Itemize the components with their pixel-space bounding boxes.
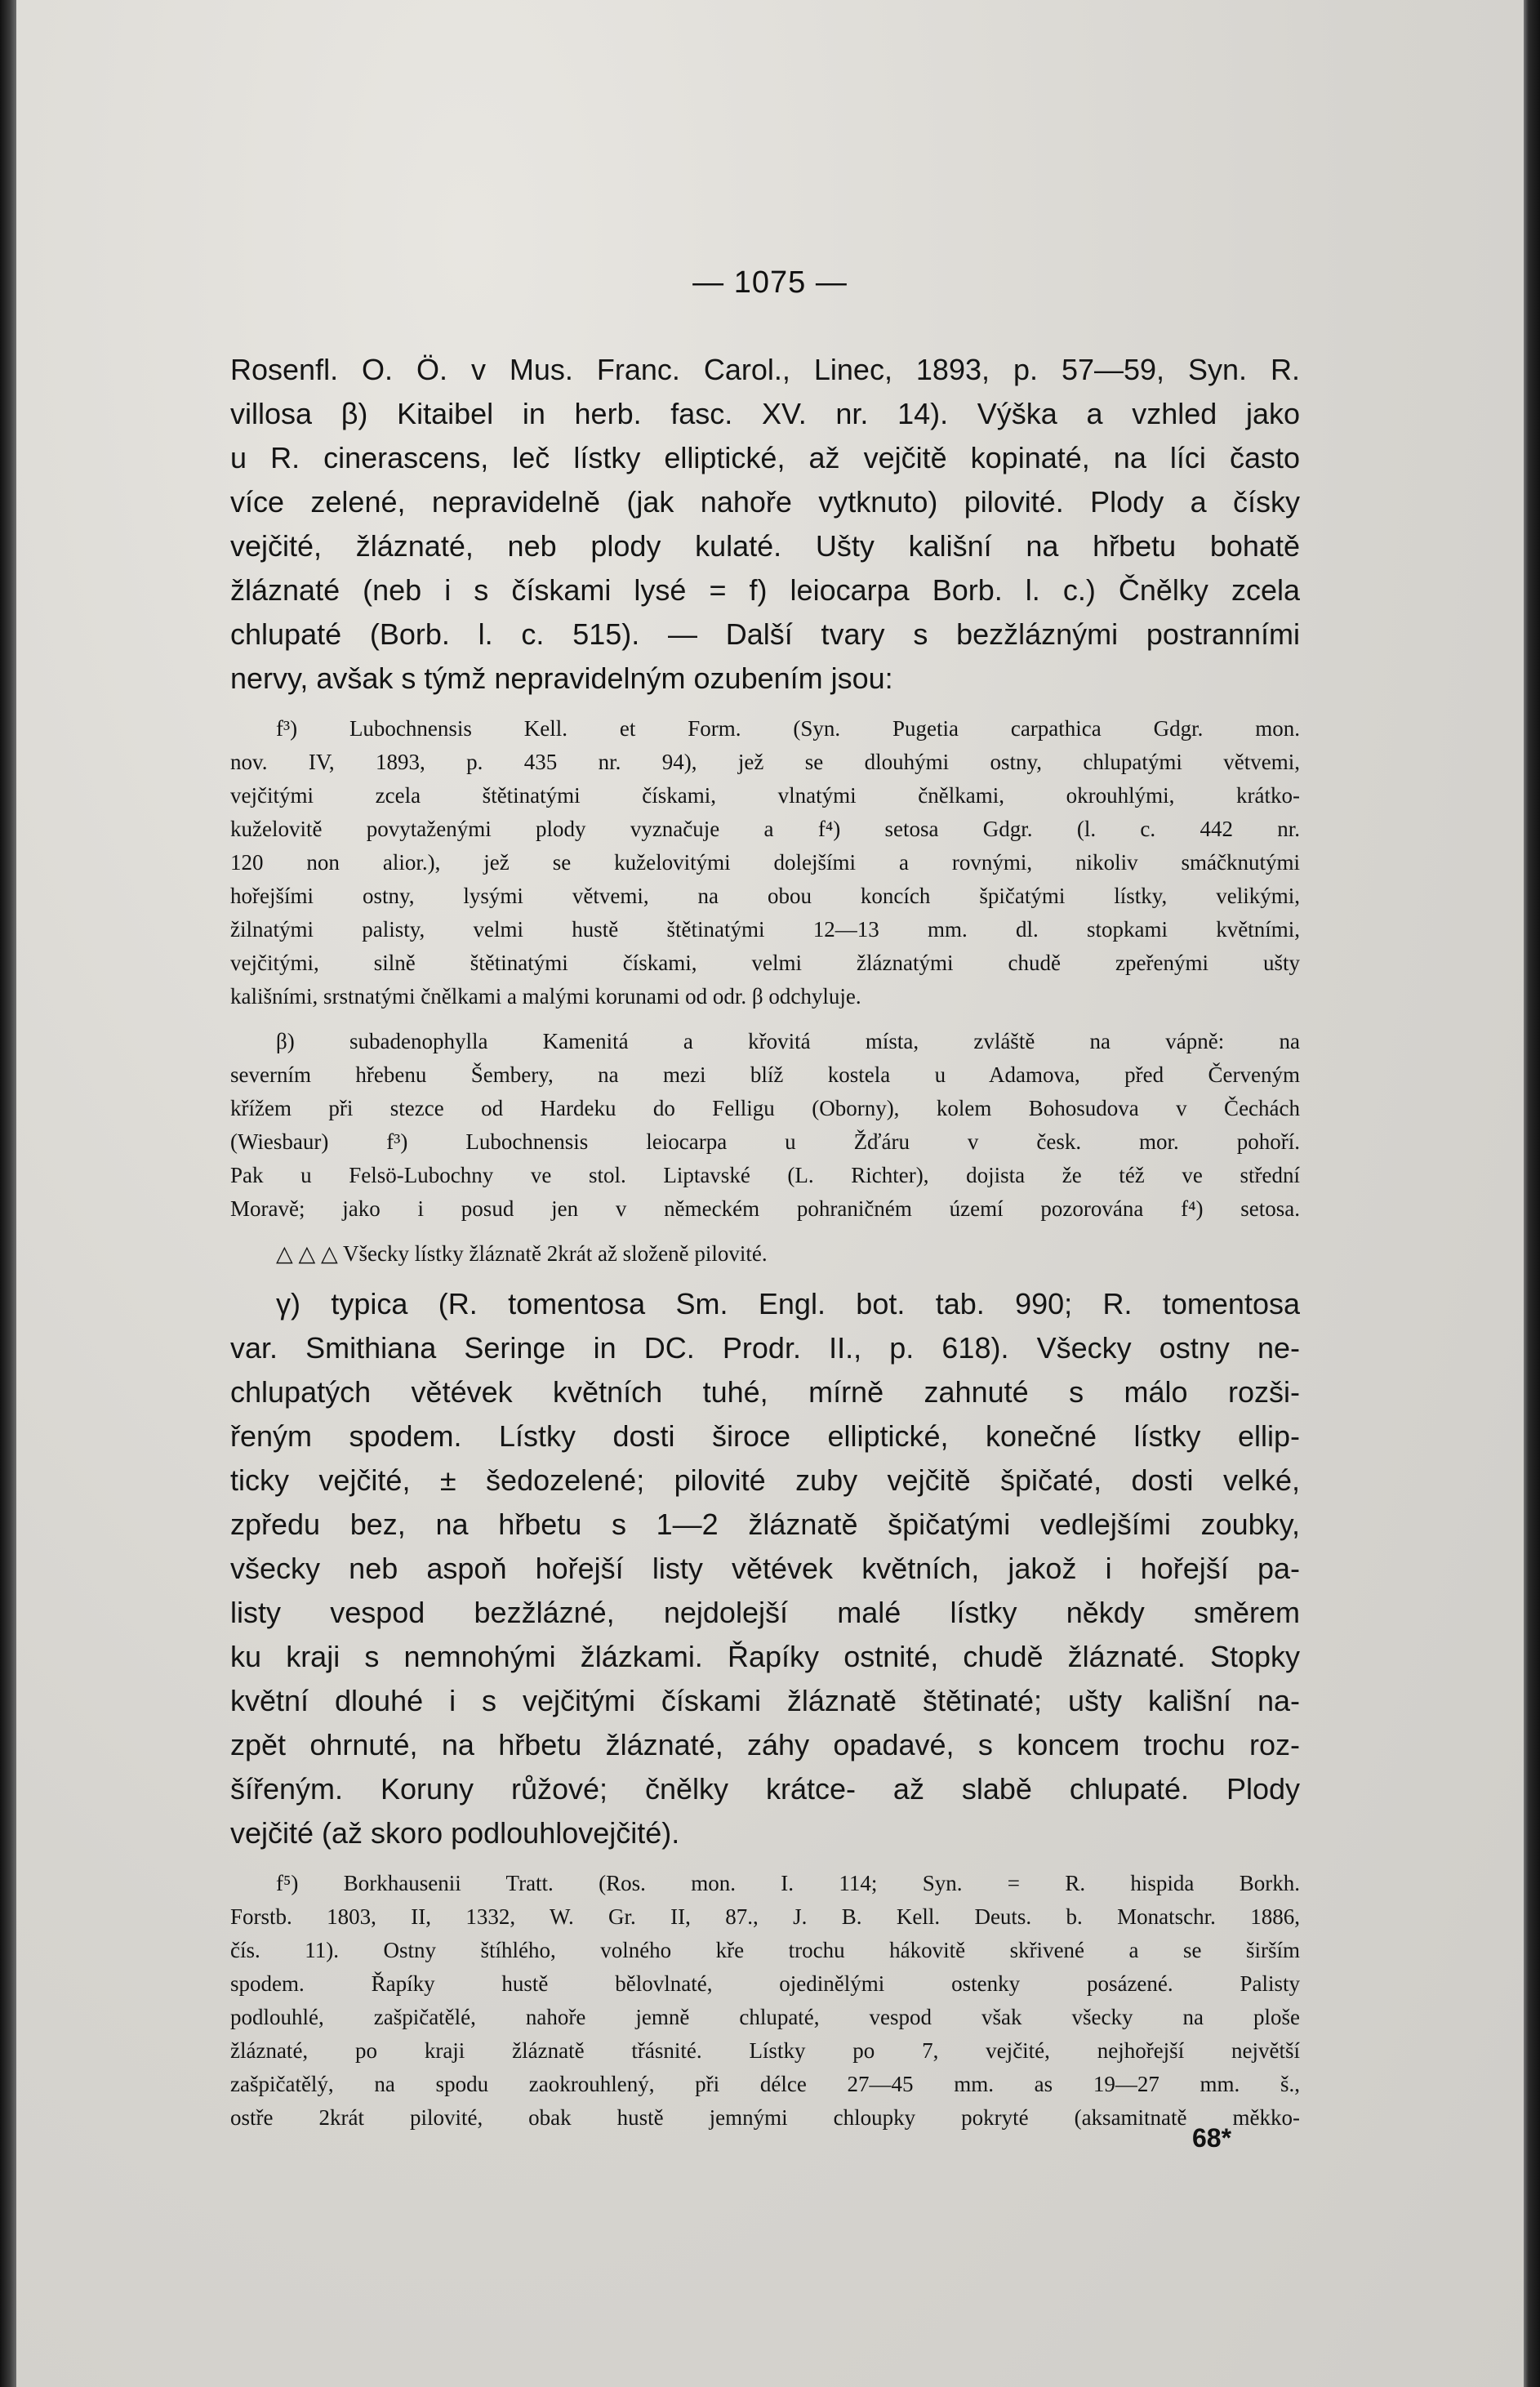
text-line: květní dlouhé i s vejčitými čískami žláznatě štětinaté; ušty kališní na- bbox=[230, 1684, 1300, 1717]
text-line: f⁵) Borkhausenii Tratt. (Ros. mon. I. 114; Syn. = R. hispida Borkh. bbox=[276, 1871, 1300, 1895]
scan-right-edge bbox=[1524, 0, 1540, 2387]
text-line: zpět ohrnuté, na hřbetu žláznaté, záhy opadavé, s koncem trochu roz- bbox=[230, 1728, 1300, 1761]
paragraph-triangles bbox=[230, 1237, 1300, 1271]
text-line: žilnatými palisty, velmi hustě štětinatými 12—13 mm. dl. stopkami květními, bbox=[230, 917, 1300, 942]
text-line: vejčité (až skoro podlouhlovejčité). bbox=[230, 1816, 680, 1850]
text-line: čís. 11). Ostny štíhlého, volného kře trochu hákovitě skřivené a se širším bbox=[230, 1938, 1300, 1962]
page-number: — 1075 — bbox=[692, 265, 848, 300]
text-line: žláznaté, po kraji žláznatě třásnité. Lístky po 7, vejčité, nejhořejší největší bbox=[230, 2038, 1300, 2063]
text-line: u R. cinerascens, leč lístky elliptické, až vejčitě kopinaté, na líci často bbox=[230, 441, 1300, 474]
text-line: villosa β) Kitaibel in herb. fasc. XV. nr. 14). Výška a vzhled jako bbox=[230, 397, 1300, 430]
text-line: hořejšími ostny, lysými větvemi, na obou koncích špičatými lístky, velikými, bbox=[230, 884, 1300, 908]
text-line: podlouhlé, zašpičatělé, nahoře jemně chlupaté, vespod však všecky na ploše bbox=[230, 2005, 1300, 2029]
text-line: chlupaté (Borb. l. c. 515). — Další tvary s bezžláznými postranními bbox=[230, 617, 1300, 651]
text-line: více zelené, nepravidelně (jak nahoře vytknuto) pilovité. Plody a čísky bbox=[230, 485, 1300, 519]
signature-mark: 68* bbox=[1192, 2123, 1232, 2153]
book-page bbox=[16, 0, 1524, 2387]
text-line: Rosenfl. O. Ö. v Mus. Franc. Carol., Linec, 1893, p. 57—59, Syn. R. bbox=[230, 353, 1300, 386]
paragraph-borkhausenii bbox=[230, 1867, 1300, 2135]
text-line: (Wiesbaur) f³) Lubochnensis leiocarpa u Žďáru v česk. mor. pohoří. bbox=[230, 1129, 1300, 1154]
text-line: kuželovitě povytaženými plody vyznačuje a f⁴) setosa Gdgr. (l. c. 442 nr. bbox=[230, 817, 1300, 841]
text-line: listy vespod bezžlázné, nejdolejší malé lístky někdy směrem bbox=[230, 1596, 1300, 1629]
text-line: 120 non alior.), jež se kuželovitými dolejšími a rovnými, nikoliv smáčknutými bbox=[230, 850, 1300, 875]
paragraph-subadenophylla bbox=[230, 1025, 1300, 1226]
text-line: vejčitými zcela štětinatými čískami, vlnatými čnělkami, okrouhlými, krátko- bbox=[230, 783, 1300, 808]
paragraph-typica bbox=[230, 1282, 1300, 1855]
text-line: γ) typica (R. tomentosa Sm. Engl. bot. tab. 990; R. tomentosa bbox=[276, 1287, 1300, 1320]
text-line: řeným spodem. Lístky dosti široce elliptické, konečné lístky ellip- bbox=[230, 1419, 1300, 1453]
text-line: ku kraji s nemnohými žlázkami. Řapíky ostnité, chudě žláznaté. Stopky bbox=[230, 1640, 1300, 1673]
text-line: f³) Lubochnensis Kell. et Form. (Syn. Pugetia carpathica Gdgr. mon. bbox=[276, 716, 1300, 741]
text-line: vejčité, žláznaté, neb plody kulaté. Ušty kališní na hřbetu bohatě bbox=[230, 529, 1300, 563]
text-line: všecky neb aspoň hořejší listy větévek květních, jakož i hořejší pa- bbox=[230, 1552, 1300, 1585]
text-line: zpředu bez, na hřbetu s 1—2 žláznatě špičatými vedlejšími zoubky, bbox=[230, 1507, 1300, 1541]
text-line: vejčitými, silně štětinatými čískami, velmi žláznatými chudě zpeřenými ušty bbox=[230, 951, 1300, 975]
text-line: ostře 2krát pilovité, obak hustě jemnými chloupky pokryté (aksamitnatě měkko- bbox=[230, 2105, 1300, 2130]
text-line: β) subadenophylla Kamenitá a křovitá místa, zvláště na vápně: na bbox=[276, 1029, 1300, 1053]
text-line: kališními, srstnatými čnělkami a malými korunami od odr. β odchyluje. bbox=[230, 984, 861, 1009]
text-line: křížem při stezce od Hardeku do Felligu (Oborny), kolem Bohosudova v Čechách bbox=[230, 1096, 1300, 1120]
text-line: spodem. Řapíky hustě bělovlnaté, ojedinělými ostenky posázené. Palisty bbox=[230, 1971, 1300, 1996]
text-line: žláznaté (neb i s čískami lysé = f) leiocarpa Borb. l. c.) Čnělky zcela bbox=[230, 573, 1300, 607]
text-line: šířeným. Koruny růžové; čnělky krátce- až slabě chlupaté. Plody bbox=[230, 1772, 1300, 1806]
paragraph-lubochnensis bbox=[230, 712, 1300, 1013]
text-line: nervy, avšak s týmž nepravidelným ozubením jsou: bbox=[230, 661, 893, 695]
text-line: var. Smithiana Seringe in DC. Prodr. II., p. 618). Všecky ostny ne- bbox=[230, 1331, 1300, 1365]
text-line: chlupatých větévek květních tuhé, mírně zahnuté s málo rozši- bbox=[230, 1375, 1300, 1409]
text-line: Forstb. 1803, II, 1332, W. Gr. II, 87., J. B. Kell. Deuts. b. Monatschr. 1886, bbox=[230, 1904, 1300, 1929]
text-line: Moravě; jako i posud jen v německém pohraničném území pozorována f⁴) setosa. bbox=[230, 1196, 1300, 1221]
text-line: △ △ △ Všecky lístky žláznatě 2krát až složeně pilovité. bbox=[276, 1241, 768, 1266]
scan-left-edge bbox=[0, 0, 16, 2387]
text-line: Pak u Felsö-Lubochny ve stol. Liptavské (L. Richter), dojista že též ve střední bbox=[230, 1163, 1300, 1187]
text-line: nov. IV, 1893, p. 435 nr. 94), jež se dlouhými ostny, chlupatými větvemi, bbox=[230, 750, 1300, 774]
paragraph-rosenfl bbox=[230, 348, 1300, 701]
text-line: severním hřebenu Šembery, na mezi blíž kostela u Adamova, před Červeným bbox=[230, 1062, 1300, 1087]
text-line: zašpičatělý, na spodu zaokrouhlený, při délce 27—45 mm. as 19—27 mm. š., bbox=[230, 2072, 1300, 2096]
text-line: ticky vejčité, ± šedozelené; pilovité zuby vejčitě špičaté, dosti velké, bbox=[230, 1463, 1300, 1497]
page-text bbox=[230, 348, 1300, 2135]
